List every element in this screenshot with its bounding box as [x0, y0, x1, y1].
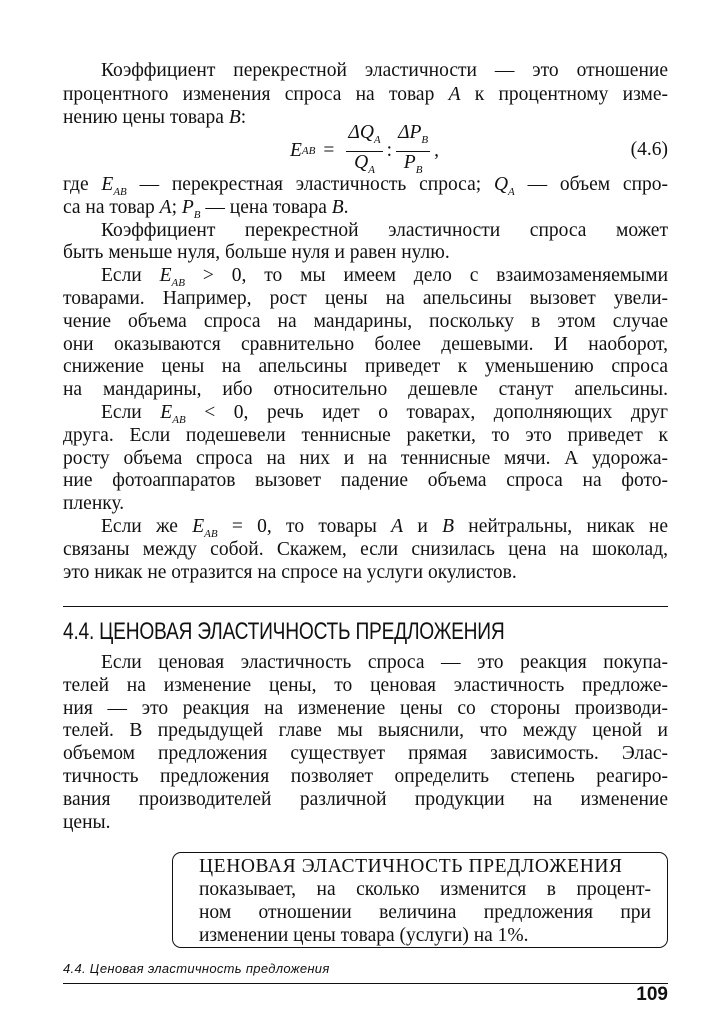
text-run: Коэффициент перекрестной эластичности спроса может: [101, 219, 668, 241]
math-symbol: E: [160, 401, 173, 423]
num2-sub: B: [421, 133, 429, 146]
num1-sub: A: [373, 133, 381, 146]
text-line: [63, 448, 668, 471]
formula-4-6: [290, 121, 440, 176]
definition-title: ЦЕНОВАЯ ЭЛАСТИЧНОСТЬ ПРЕДЛОЖЕНИЯ: [199, 856, 623, 877]
text-run: Если: [101, 265, 160, 287]
math-symbol: A: [159, 196, 172, 218]
text-line: [63, 197, 668, 220]
page-number: 109: [636, 984, 668, 1005]
text-run: — объем спро-: [514, 174, 669, 195]
text-run: быть меньше нуля, больше нуля и равен нулю.: [63, 242, 450, 264]
footer-rule: [63, 983, 668, 984]
text-run: объемом предложения существует прямая зависимость. Элас-: [63, 743, 668, 765]
text-run: нейтральны, никак не: [453, 515, 669, 537]
definition-text: [199, 878, 651, 947]
text-run: телей на изменение цены, то ценовая эластичность предложе-: [63, 674, 668, 696]
text-run: на мандарины, ибо относительно дешевле станут апельсины.: [63, 379, 668, 401]
text-line: [63, 356, 668, 379]
text-run: ;: [171, 196, 182, 218]
text-run: росту объема спроса на них и на теннисные мячи. А удорожа-: [63, 447, 668, 469]
math-symbol: A: [448, 83, 461, 105]
subscript: AB: [172, 413, 186, 426]
num2: ΔP: [398, 121, 422, 143]
text-run: товарами. Например, рост цены на апельсины вызовет увели-: [63, 287, 668, 309]
text-line: [63, 675, 668, 698]
math-symbol: E: [192, 515, 205, 537]
text-line: [199, 901, 651, 924]
text-run: Коэффициент перекрестной эластичности — это отношение: [101, 60, 668, 81]
text-line: [63, 59, 668, 83]
text-run: = 0, то товары: [217, 515, 392, 537]
text-run: > 0, то мы имеем дело с взаимозаменяемыми: [185, 265, 669, 287]
text-line: [199, 878, 651, 901]
text-line: [63, 470, 668, 493]
text-run: — цена товара: [200, 196, 332, 218]
subscript: B: [193, 208, 201, 221]
text-run: < 0, речь идет о товарах, дополняющих друг: [185, 401, 669, 423]
text-run: ния — это реакция на изменение цены со стороны производи-: [63, 697, 668, 719]
running-title: 4.4. Ценовая эластичность предложения: [63, 961, 330, 976]
text-run: Если же: [101, 515, 193, 537]
text-run: и: [403, 515, 443, 537]
formula-equals: =: [323, 140, 335, 161]
text-line: [63, 311, 668, 334]
text-run: вания производителей различной продукции на изменение: [63, 788, 668, 810]
text-line: [63, 493, 668, 516]
text-run: пленку.: [63, 493, 125, 515]
text-line: [63, 402, 668, 425]
math-symbol: B: [442, 515, 454, 537]
text-run: связаны между собой. Скажем, если снизилась цена на шоколад,: [63, 538, 668, 560]
text-run: где: [63, 174, 102, 195]
text-line: [63, 334, 668, 357]
text-run: тичность предложения позволяет определить степень реагиро-: [63, 765, 668, 787]
text-run: снижение цены на апельсины приведет к уменьшению спроса: [63, 356, 668, 378]
text-run: изменении цены товара (услуги) на 1%.: [199, 925, 529, 946]
text-run: чение объема спроса на мандарины, поскольку в этом случае: [63, 310, 668, 332]
text-run: Если ценовая эластичность спроса — это реакция покупа-: [101, 652, 668, 673]
text-run: они оказываются сравнительно более дешевыми. И наоборот,: [63, 333, 668, 355]
text-line: [63, 812, 668, 835]
fraction-dq: [346, 122, 382, 181]
text-line: [199, 924, 651, 947]
math-symbol: B: [228, 107, 241, 128]
text-line: [63, 562, 668, 585]
formula-lhs-sub: AB: [301, 145, 316, 157]
text-line: [63, 743, 668, 766]
subscript: AB: [204, 527, 218, 540]
text-line: [63, 265, 668, 288]
subscript: AB: [171, 277, 185, 290]
text-run: .: [343, 196, 349, 218]
den2: P: [403, 151, 416, 173]
math-symbol: P: [181, 196, 194, 218]
math-symbol: B: [331, 196, 344, 218]
definition-box: [172, 852, 668, 948]
text-run: друга. Если подешевели теннисные ракетки, то это приведет к: [63, 424, 668, 446]
text-run: нению цены товара: [63, 107, 229, 128]
formula-comma: ,: [434, 140, 440, 161]
text-run: цены.: [63, 811, 111, 833]
text-run: Если: [101, 401, 161, 423]
intro-paragraph: [63, 59, 668, 130]
fraction-dp: [396, 122, 430, 181]
subscript: A: [508, 186, 515, 198]
subscript: AB: [113, 186, 127, 198]
text-line: [63, 766, 668, 789]
text-line: [63, 698, 668, 721]
math-symbol: E: [101, 174, 114, 195]
text-run: — перекрестная эластичность спроса;: [126, 174, 494, 195]
math-symbol: Q: [493, 174, 509, 195]
den1-sub: A: [368, 163, 375, 176]
text-run: :: [240, 107, 247, 128]
text-line: [63, 83, 668, 107]
text-line: [63, 539, 668, 562]
text-run: показывает, на сколько изменится в процент-: [199, 879, 651, 900]
text-line: [63, 220, 668, 243]
text-run: телей. В предыдущей главе мы выяснили, что между ценой и: [63, 720, 668, 742]
body-paragraphs: [63, 174, 668, 584]
section-divider: [63, 606, 668, 607]
text-line: [63, 242, 668, 265]
section-heading: 4.4. ЦЕНОВАЯ ЭЛАСТИЧНОСТЬ ПРЕДЛОЖЕНИЯ: [63, 618, 505, 645]
text-run: это никак не отразится на спросе на услуги окулистов.: [63, 561, 517, 583]
den1: Q: [354, 151, 369, 173]
text-line: [63, 379, 668, 402]
text-line: [63, 174, 668, 197]
definition-content: [199, 855, 651, 947]
equation-number: (4.6): [630, 139, 668, 160]
text-run: ние фотоаппаратов вызовет падение объема спроса на фото-: [63, 470, 668, 492]
text-run: процентного изменения спроса на товар: [63, 83, 449, 105]
text-line: [63, 789, 668, 812]
text-run: са на товар: [63, 196, 160, 218]
text-line: [63, 516, 668, 539]
section-paragraph: [63, 652, 668, 834]
num1: ΔQ: [348, 121, 374, 143]
text-line: [63, 652, 668, 675]
formula-colon: :: [386, 140, 393, 161]
text-line: [63, 425, 668, 448]
math-symbol: E: [159, 265, 172, 287]
formula-lhs: E: [290, 140, 302, 161]
text-run: к процентному изме-: [460, 83, 668, 105]
den2-sub: B: [415, 163, 423, 176]
text-run: ном отношении величина предложения при: [199, 902, 651, 923]
math-symbol: A: [391, 515, 404, 537]
text-line: [63, 288, 668, 311]
text-line: [63, 720, 668, 743]
